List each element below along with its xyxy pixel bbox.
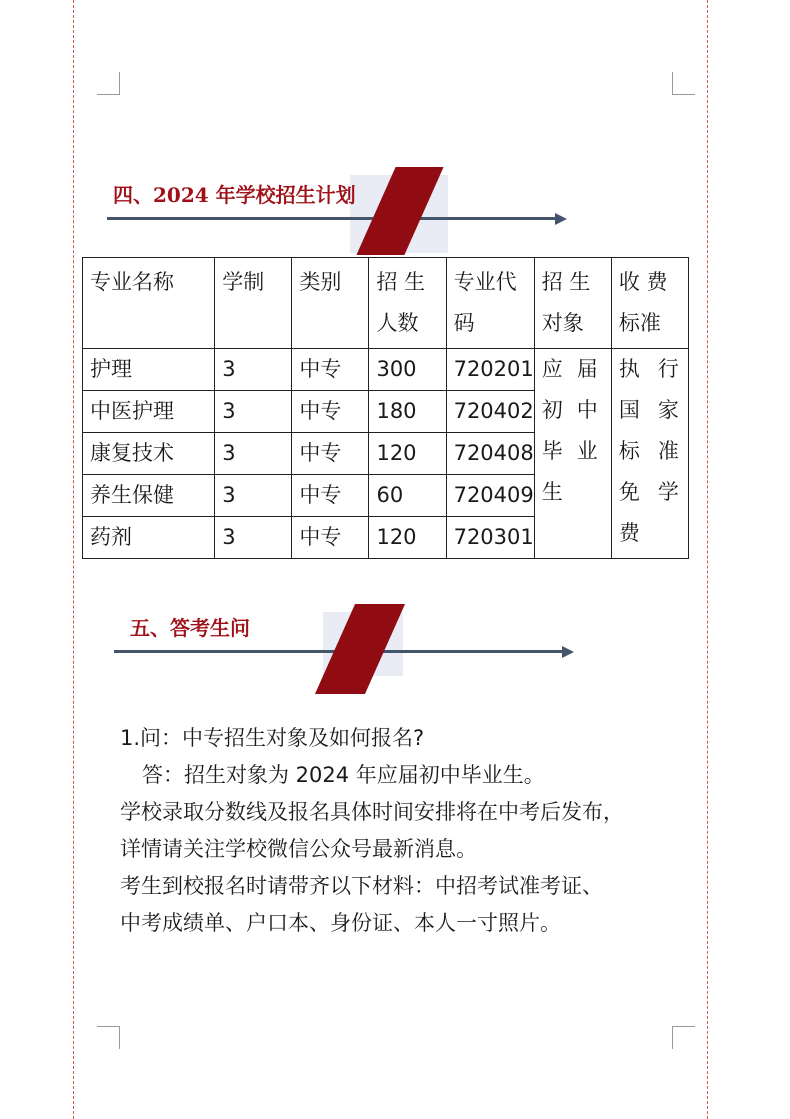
table-row: [83, 349, 689, 391]
header-years: 学制: [215, 258, 292, 349]
cell-code: 720408: [446, 433, 534, 475]
qa-answer: 答：招生对象为 2024 年应届初中毕业生。: [142, 763, 545, 787]
qa-line: 中考成绩单、户口本、身份证、本人一寸照片。: [120, 911, 561, 935]
cell-type: 中专: [292, 349, 369, 391]
fee-text: 执行国家标准免学费: [618, 357, 679, 545]
cell-years: 3: [215, 349, 292, 391]
target-text: 应届初中毕业生: [541, 357, 598, 504]
heading-arrow-line: [107, 217, 557, 220]
cell-major: 康复技术: [83, 433, 215, 475]
section-5-title: 五、答考生问: [130, 616, 250, 640]
header-code: 专业代 码: [446, 258, 534, 349]
header-count: 招 生 人数: [369, 258, 446, 349]
table-header-row: [83, 258, 689, 349]
left-margin-guide: [73, 0, 74, 1119]
cell-target: [534, 349, 611, 559]
cell-major: 护理: [83, 349, 215, 391]
cell-count: 60: [369, 475, 446, 517]
cell-type: 中专: [292, 475, 369, 517]
cell-code: 720201: [446, 349, 534, 391]
cell-years: 3: [215, 433, 292, 475]
crop-mark-bottom-left: [97, 1026, 120, 1049]
crop-mark-bottom-right: [672, 1026, 695, 1049]
cell-years: 3: [215, 391, 292, 433]
qa-block: [120, 720, 680, 942]
cell-count: 120: [369, 433, 446, 475]
enrollment-plan-table: [82, 257, 689, 559]
cell-type: 中专: [292, 517, 369, 559]
cell-code: 720409: [446, 475, 534, 517]
arrow-right-icon: [555, 213, 567, 225]
arrow-right-icon: [562, 646, 574, 658]
cell-count: 300: [369, 349, 446, 391]
crop-mark-top-right: [672, 72, 695, 95]
header-type: 类别: [292, 258, 369, 349]
header-target: 招 生 对象: [534, 258, 611, 349]
cell-code: 720301: [446, 517, 534, 559]
cell-major: 养生保健: [83, 475, 215, 517]
cell-years: 3: [215, 475, 292, 517]
cell-type: 中专: [292, 433, 369, 475]
cell-code: 720402: [446, 391, 534, 433]
qa-line: 详情请关注学校微信公众号最新消息。: [120, 837, 477, 861]
qa-line: 考生到校报名时请带齐以下材料：中招考试准考证、: [120, 874, 603, 898]
cell-fee: [611, 349, 688, 559]
right-margin-guide: [707, 0, 708, 1119]
header-major: 专业名称: [83, 258, 215, 349]
cell-count: 120: [369, 517, 446, 559]
section-4-title: 四、2024 年学校招生计划: [113, 183, 356, 207]
cell-major: 药剂: [83, 517, 215, 559]
cell-major: 中医护理: [83, 391, 215, 433]
qa-question: 1.问：中专招生对象及如何报名?: [120, 726, 425, 750]
cell-years: 3: [215, 517, 292, 559]
qa-line: 学校录取分数线及报名具体时间安排将在中考后发布，: [120, 800, 624, 824]
cell-type: 中专: [292, 391, 369, 433]
cell-count: 180: [369, 391, 446, 433]
header-fee: 收 费 标准: [611, 258, 688, 349]
crop-mark-top-left: [97, 72, 120, 95]
